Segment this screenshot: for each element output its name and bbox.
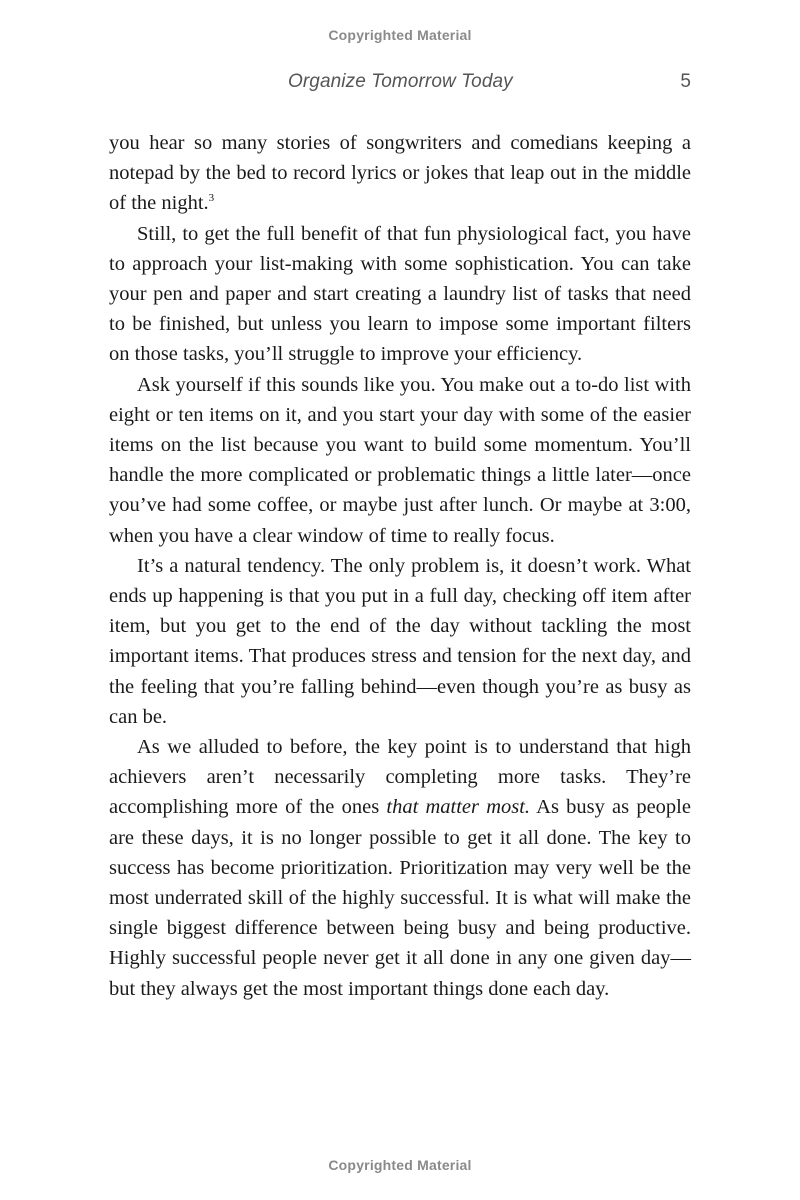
paragraph-1-text: you hear so many stories of songwriters and comedians keeping a notepad by the bed to record lyrics or jokes that leap out in the middle of the night. — [109, 132, 691, 215]
paragraph-4: It’s a natural tendency. The only problem is, it doesn’t work. What ends up happening is that you put in a full day, checking off item after item, but you get to the end of the day without tackling the most important items. That produces stress and tension for the next day, and the feeling that you’re falling behind—even though you’re as busy as can be. — [109, 554, 691, 728]
running-head: Organize Tomorrow Today — [288, 71, 513, 92]
emphasis-text: that matter most. — [386, 796, 531, 819]
paragraph-3: Ask yourself if this sounds like you. You make out a to-do list with eight or ten items on it, and you start your day with some of the easier items on the list because you want to build some momentum. You’ll handle the more complicated or problematic things a little later—once you’ve had some coffee, or maybe just after lunch. Or maybe at 3:00, when you have a clear window of time to really focus. — [109, 373, 691, 547]
paragraph-2: Still, to get the full benefit of that fun physiological fact, you have to approach your list-making with some sophistication. You can take your pen and paper and start creating a laundry list of tasks that need to be finished, but unless you learn to impose some important filters on those tasks, you’ll struggle to improve your efficiency. — [109, 222, 691, 366]
paragraph-1 — [109, 128, 691, 219]
paragraph-5 — [109, 732, 691, 1004]
copyright-watermark-bottom: Copyrighted Material — [328, 1157, 472, 1173]
footnote-reference[interactable]: 3 — [208, 192, 215, 205]
body-text — [109, 128, 691, 1004]
page-number: 5 — [680, 71, 691, 92]
paragraph-5-text-start: As we alluded to before, the key point is to understand that high achievers aren’t necessarily completing more tasks. They’re accomplishing more of the ones — [109, 736, 691, 819]
copyright-watermark-top: Copyrighted Material — [328, 27, 472, 43]
paragraph-5-text-end: As busy as people are these days, it is no longer possible to get it all done. The key to success has become prioritization. Prioritization may very well be the most underrated skill of the highly successful. It is what will make the single biggest difference between being busy and being productive. Highly successful people never get it all done in any one given day—but they always get the most important things done each day. — [109, 796, 691, 1000]
